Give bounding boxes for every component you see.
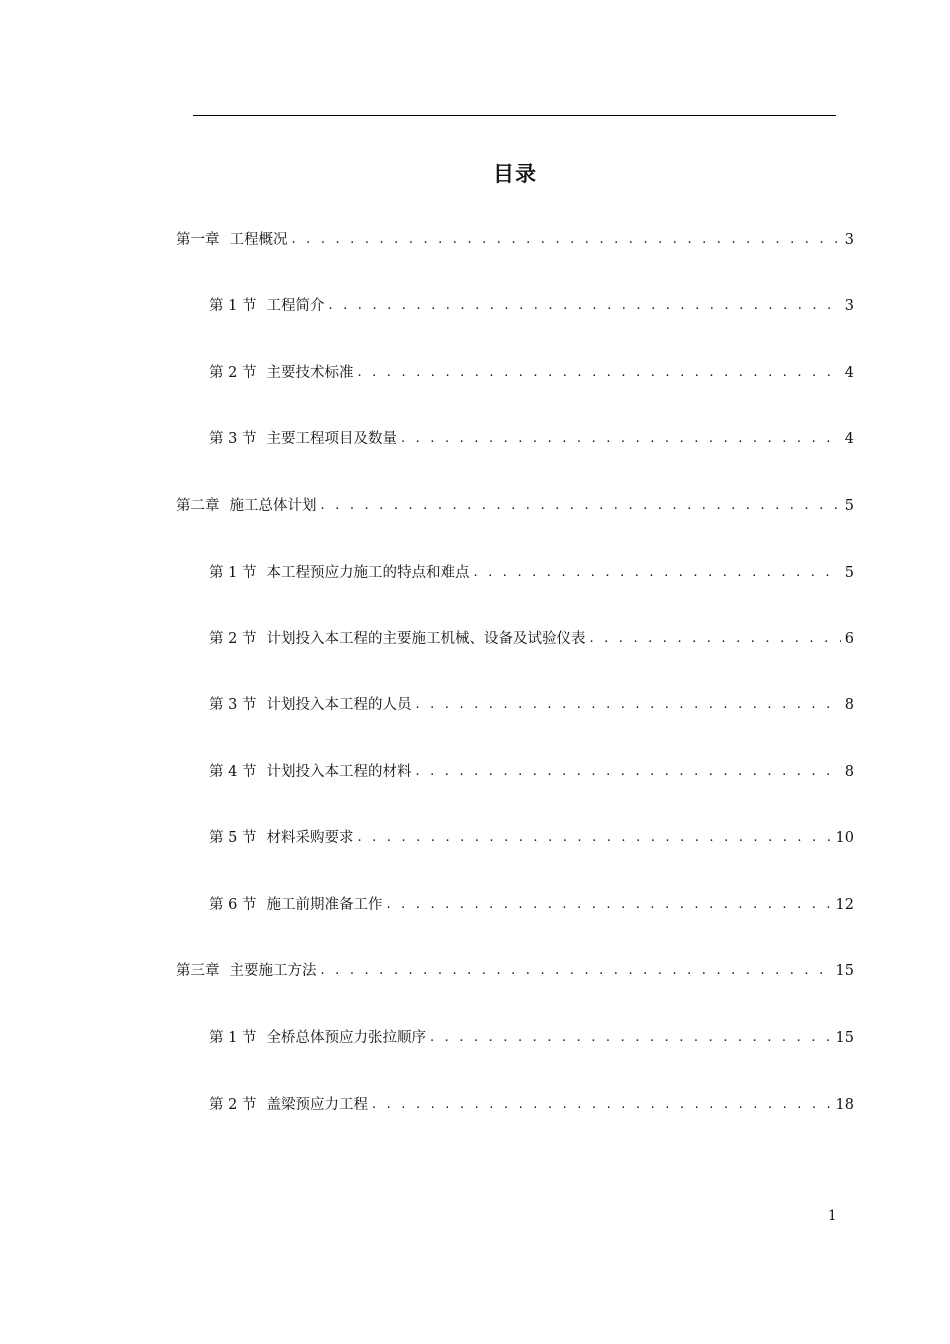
entry-page-number: 3 bbox=[844, 298, 854, 314]
entry-number: 第 6 节 bbox=[209, 897, 257, 913]
entry-text: 计划投入本工程的人员 bbox=[266, 697, 412, 713]
entry-page-number: 12 bbox=[835, 897, 854, 913]
entry-page-number: 4 bbox=[844, 431, 854, 447]
entry-page-number: 4 bbox=[844, 365, 854, 381]
entry-number: 第 2 节 bbox=[209, 631, 257, 647]
entry-page-number: 6 bbox=[844, 631, 854, 647]
toc-entry[interactable] bbox=[176, 228, 854, 252]
entry-text: 工程简介 bbox=[266, 298, 325, 314]
entry-text: 主要施工方法 bbox=[229, 963, 317, 979]
toc-entry[interactable] bbox=[209, 1026, 854, 1050]
dot-leader bbox=[372, 1093, 832, 1117]
dot-leader bbox=[589, 627, 840, 651]
toc-entry[interactable] bbox=[209, 294, 854, 318]
dot-leader bbox=[292, 228, 841, 252]
entry-text: 主要工程项目及数量 bbox=[266, 431, 397, 447]
toc-entry[interactable] bbox=[209, 760, 854, 784]
dot-leader bbox=[357, 826, 831, 850]
entry-number: 第 1 节 bbox=[209, 298, 257, 314]
entry-number: 第三章 bbox=[176, 963, 220, 979]
entry-page-number: 15 bbox=[835, 1030, 854, 1046]
dot-leader bbox=[386, 893, 831, 917]
entry-page-number: 10 bbox=[835, 830, 854, 846]
toc-entry[interactable] bbox=[209, 561, 854, 585]
entry-number: 第二章 bbox=[176, 498, 220, 514]
entry-text: 工程概况 bbox=[229, 232, 288, 248]
entry-number: 第 1 节 bbox=[209, 565, 257, 581]
entry-label bbox=[176, 959, 317, 983]
entry-number: 第 2 节 bbox=[209, 365, 257, 381]
toc-entry[interactable] bbox=[209, 627, 854, 651]
entry-text: 计划投入本工程的主要施工机械、设备及试验仪表 bbox=[266, 631, 586, 647]
entry-text: 施工前期准备工作 bbox=[266, 897, 383, 913]
toc-entry[interactable] bbox=[209, 427, 854, 451]
entry-label bbox=[176, 228, 288, 252]
entry-label bbox=[209, 294, 324, 318]
entry-label bbox=[209, 760, 411, 784]
toc-entry[interactable] bbox=[209, 361, 854, 385]
entry-number: 第 3 节 bbox=[209, 431, 257, 447]
entry-label bbox=[209, 427, 397, 451]
entry-page-number: 5 bbox=[844, 498, 854, 514]
dot-leader bbox=[328, 294, 840, 318]
entry-label bbox=[209, 826, 353, 850]
toc-entry[interactable] bbox=[209, 826, 854, 850]
entry-number: 第 5 节 bbox=[209, 830, 257, 846]
entry-text: 计划投入本工程的材料 bbox=[266, 764, 412, 780]
entry-page-number: 18 bbox=[835, 1097, 854, 1113]
entry-text: 全桥总体预应力张拉顺序 bbox=[266, 1030, 426, 1046]
entry-number: 第 3 节 bbox=[209, 697, 257, 713]
toc-entry[interactable] bbox=[176, 494, 854, 518]
entry-text: 本工程预应力施工的特点和难点 bbox=[266, 565, 470, 581]
dot-leader bbox=[357, 361, 840, 385]
toc-entry[interactable] bbox=[176, 959, 854, 983]
dot-leader bbox=[415, 760, 840, 784]
dot-leader bbox=[430, 1026, 832, 1050]
entry-text: 材料采购要求 bbox=[266, 830, 354, 846]
entry-text: 盖梁预应力工程 bbox=[266, 1097, 368, 1113]
entry-page-number: 15 bbox=[835, 963, 854, 979]
toc-entry[interactable] bbox=[209, 693, 854, 717]
toc-entry[interactable] bbox=[209, 893, 854, 917]
entry-number: 第 2 节 bbox=[209, 1097, 257, 1113]
entry-page-number: 3 bbox=[844, 232, 854, 248]
entry-label bbox=[209, 693, 411, 717]
entry-number: 第 4 节 bbox=[209, 764, 257, 780]
entry-label bbox=[209, 1026, 426, 1050]
toc-title: 目录 bbox=[493, 162, 537, 186]
entry-label bbox=[176, 494, 317, 518]
entry-text: 主要技术标准 bbox=[266, 365, 354, 381]
entry-label bbox=[209, 893, 382, 917]
dot-leader bbox=[473, 561, 840, 585]
dot-leader bbox=[401, 427, 841, 451]
dot-leader bbox=[415, 693, 840, 717]
entry-label bbox=[209, 627, 585, 651]
entry-page-number: 8 bbox=[844, 764, 854, 780]
dot-leader bbox=[321, 959, 832, 983]
entry-label bbox=[209, 361, 353, 385]
page-number: 1 bbox=[828, 1208, 837, 1224]
entry-number: 第 1 节 bbox=[209, 1030, 257, 1046]
entry-text: 施工总体计划 bbox=[229, 498, 317, 514]
entry-page-number: 8 bbox=[844, 697, 854, 713]
entry-label bbox=[209, 1093, 368, 1117]
entry-page-number: 5 bbox=[844, 565, 854, 581]
toc-entry[interactable] bbox=[209, 1093, 854, 1117]
entry-number: 第一章 bbox=[176, 232, 220, 248]
dot-leader bbox=[321, 494, 841, 518]
entry-label bbox=[209, 561, 469, 585]
